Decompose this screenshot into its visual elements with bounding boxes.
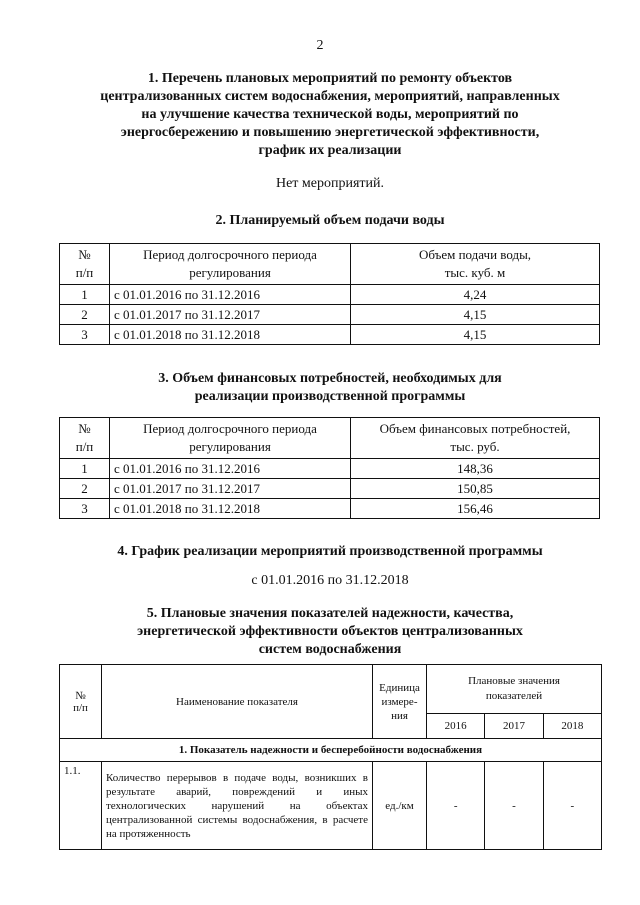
header-indicator-name: Наименование показателя bbox=[102, 665, 373, 739]
table-row bbox=[60, 305, 600, 325]
financial-needs-table bbox=[59, 417, 600, 519]
header-num: № п/п bbox=[60, 665, 102, 739]
header-planned-values: Плановые значения показателей bbox=[427, 665, 602, 714]
table-row bbox=[60, 479, 600, 499]
section-4-title: 4. График реализации мероприятий производственной программы bbox=[117, 544, 543, 559]
row-num: 1 bbox=[60, 459, 110, 479]
row-num: 2 bbox=[60, 305, 110, 325]
row-value: 156,46 bbox=[351, 499, 600, 519]
row-value-2018: - bbox=[543, 762, 601, 850]
group-row bbox=[60, 739, 602, 762]
row-num: 2 bbox=[60, 479, 110, 499]
row-value: 150,85 bbox=[351, 479, 600, 499]
row-period: с 01.01.2017 по 31.12.2017 bbox=[110, 479, 351, 499]
section-3-title bbox=[60, 370, 600, 406]
header-num: № п/п bbox=[60, 418, 110, 459]
table-row bbox=[60, 499, 600, 519]
header-period: Период долгосрочного периода регулирования bbox=[110, 418, 351, 459]
table-header-row bbox=[60, 665, 602, 714]
header-amount: Объем финансовых потребностей, тыс. руб. bbox=[351, 418, 600, 459]
header-period: Период долгосрочного периода регулирования bbox=[110, 244, 351, 285]
section-1-title-line: централизованных систем водоснабжения, мероприятий, направленных bbox=[100, 89, 560, 104]
table-row bbox=[60, 459, 600, 479]
indicators-table bbox=[59, 664, 602, 850]
section-4-period: с 01.01.2016 по 31.12.2018 bbox=[251, 573, 409, 588]
row-value-2017: - bbox=[485, 762, 543, 850]
section-3-title-line: 3. Объем финансовых потребностей, необходимых для bbox=[158, 371, 502, 386]
section-1-title-line: на улучшение качества технической воды, мероприятий по bbox=[141, 107, 519, 122]
row-value: 4,15 bbox=[351, 305, 600, 325]
row-num: 3 bbox=[60, 499, 110, 519]
row-value: 148,36 bbox=[351, 459, 600, 479]
page-number: 2 bbox=[316, 38, 324, 53]
row-num: 3 bbox=[60, 325, 110, 345]
row-period: с 01.01.2016 по 31.12.2016 bbox=[110, 285, 351, 305]
row-indicator-name: Количество перерывов в подаче воды, возникших в результате аварий, повреждений и иных технологических нарушений на объектах централизованной системы водоснабжения, в расчете на протяженность bbox=[102, 762, 373, 850]
section-1-title-line: 1. Перечень плановых мероприятий по ремонту объектов bbox=[147, 71, 513, 86]
header-unit: Единица измере- ния bbox=[373, 665, 427, 739]
table-row bbox=[60, 285, 600, 305]
row-num: 1 bbox=[60, 285, 110, 305]
header-year-2016: 2016 bbox=[427, 713, 485, 738]
row-period: с 01.01.2017 по 31.12.2017 bbox=[110, 305, 351, 325]
row-value: 4,15 bbox=[351, 325, 600, 345]
section-5-title-line: 5. Плановые значения показателей надежности, качества, bbox=[146, 606, 514, 621]
section-5-title bbox=[60, 605, 600, 659]
section-2-title: 2. Планируемый объем подачи воды bbox=[215, 213, 445, 228]
row-period: с 01.01.2018 по 31.12.2018 bbox=[110, 499, 351, 519]
header-year-2018: 2018 bbox=[543, 713, 601, 738]
section-5-title-line: энергетической эффективности объектов централизованных bbox=[137, 624, 523, 639]
section-1-title-line: график их реализации bbox=[258, 143, 402, 158]
water-supply-table bbox=[59, 243, 600, 345]
table-header-row bbox=[60, 418, 600, 459]
row-period: с 01.01.2018 по 31.12.2018 bbox=[110, 325, 351, 345]
section-1-title-line: энергосбережению и повышению энергетической эффективности, bbox=[120, 125, 540, 140]
table-row bbox=[60, 325, 600, 345]
header-num: № п/п bbox=[60, 244, 110, 285]
row-value: 4,24 bbox=[351, 285, 600, 305]
group-title: 1. Показатель надежности и бесперебойности водоснабжения bbox=[60, 739, 602, 762]
header-volume: Объем подачи воды, тыс. куб. м bbox=[351, 244, 600, 285]
row-unit: ед./км bbox=[373, 762, 427, 850]
header-year-2017: 2017 bbox=[485, 713, 543, 738]
table-header-row bbox=[60, 244, 600, 285]
section-5-title-line: систем водоснабжения bbox=[258, 642, 402, 657]
section-1-title bbox=[60, 70, 600, 160]
row-period: с 01.01.2016 по 31.12.2016 bbox=[110, 459, 351, 479]
row-num: 1.1. bbox=[60, 762, 102, 850]
section-1-note: Нет мероприятий. bbox=[275, 176, 385, 191]
table-row bbox=[60, 762, 602, 850]
row-value-2016: - bbox=[427, 762, 485, 850]
section-3-title-line: реализации производственной программы bbox=[194, 389, 466, 404]
